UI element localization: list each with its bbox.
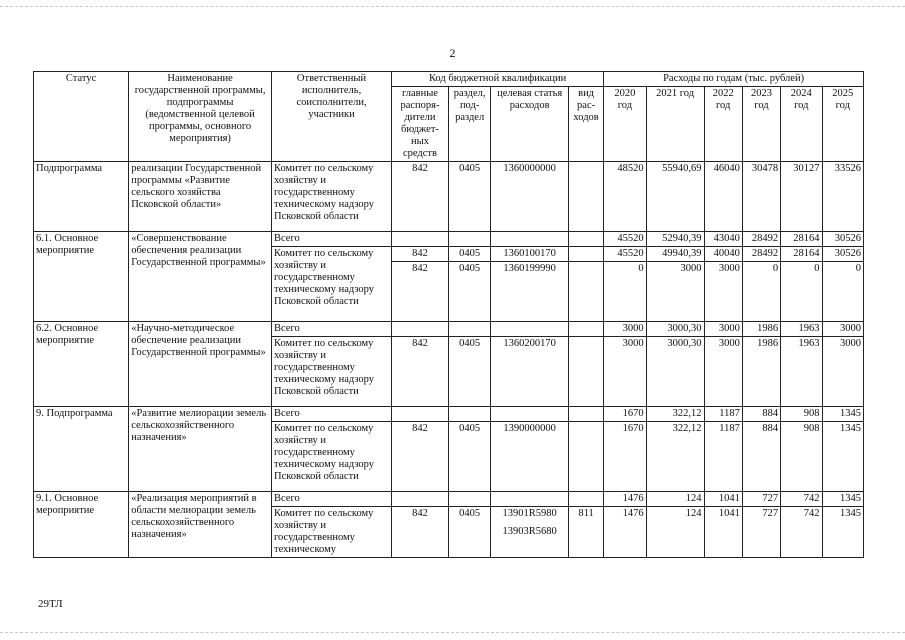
row-target-article: 1360199990 <box>491 262 569 322</box>
row-name: реализации Государственной программы «Развитие сельского хозяйства Псковской области» <box>129 162 272 232</box>
header-section: раздел, под-раздел <box>448 87 490 162</box>
header-budget-code: Код бюджетной квалификации <box>392 72 604 87</box>
value-2024: 28164 <box>781 247 822 262</box>
table-row <box>34 492 864 507</box>
row-target-article: 1390000000 <box>491 422 569 492</box>
row-status: 9. Подпрограмма <box>34 407 129 492</box>
value-2021: 124 <box>646 507 704 558</box>
value-2024: 1963 <box>781 322 822 337</box>
value-2021: 3000,30 <box>646 337 704 407</box>
value-2025: 1345 <box>822 407 864 422</box>
value-2020: 0 <box>604 262 646 322</box>
row-section: 0405 <box>448 262 490 322</box>
row-target-article <box>491 507 569 558</box>
value-2021: 55940,69 <box>646 162 704 232</box>
row-target-article: 1360100170 <box>491 247 569 262</box>
row-grbs: 842 <box>392 162 449 232</box>
value-2023: 28492 <box>742 247 780 262</box>
value-2024: 908 <box>781 422 822 492</box>
row-expense-type <box>568 422 603 492</box>
value-2020: 45520 <box>604 247 646 262</box>
value-2021: 3000,30 <box>646 322 704 337</box>
row-grbs: 842 <box>392 262 449 322</box>
row-responsible: Комитет по сельскому хозяйству и государственному техническому <box>272 507 392 558</box>
header-year-2025: 2025 год <box>822 87 864 162</box>
row-grbs <box>392 407 449 422</box>
table-row <box>34 232 864 247</box>
value-2020: 45520 <box>604 232 646 247</box>
header-year-2024: 2024 год <box>781 87 822 162</box>
value-2021: 52940,39 <box>646 232 704 247</box>
value-2024: 30127 <box>781 162 822 232</box>
header-responsible: Ответственный исполнитель, соисполнители, участники <box>272 72 392 162</box>
value-2024: 742 <box>781 492 822 507</box>
value-2024: 0 <box>781 262 822 322</box>
row-name: «Развитие мелиорации земель сельскохозяйственного назначения» <box>129 407 272 492</box>
row-grbs: 842 <box>392 507 449 558</box>
row-status: Подпрограмма <box>34 162 129 232</box>
row-responsible: Комитет по сельскому хозяйству и государственному техническому надзору Псковской области <box>272 337 392 407</box>
row-section: 0405 <box>448 162 490 232</box>
value-2022: 3000 <box>704 337 742 407</box>
table-row <box>34 322 864 337</box>
value-2020: 3000 <box>604 337 646 407</box>
value-2022: 3000 <box>704 262 742 322</box>
value-2020: 48520 <box>604 162 646 232</box>
row-expense-type <box>568 322 603 337</box>
target-article-line-1: 13901R5980 <box>502 508 557 519</box>
value-2021: 49940,39 <box>646 247 704 262</box>
header-name: Наименование государственной программы, подпрограммы (ведомственной целевой программы, основного мероприятия) <box>129 72 272 162</box>
value-2023: 1986 <box>742 322 780 337</box>
value-2022: 1187 <box>704 422 742 492</box>
row-grbs: 842 <box>392 247 449 262</box>
value-2020: 3000 <box>604 322 646 337</box>
row-target-article: 1360200170 <box>491 337 569 407</box>
value-2025: 33526 <box>822 162 864 232</box>
value-2023: 28492 <box>742 232 780 247</box>
row-section: 0405 <box>448 247 490 262</box>
row-name: «Совершенствование обеспечения реализации Государственной программы» <box>129 232 272 322</box>
footer-code: 29ТЛ <box>38 598 63 610</box>
value-2022: 1041 <box>704 507 742 558</box>
header-target-article: целевая статья расходов <box>491 87 569 162</box>
value-2021: 322,12 <box>646 407 704 422</box>
row-target-article <box>491 322 569 337</box>
header-expenses: Расходы по годам (тыс. рублей) <box>604 72 864 87</box>
value-2025: 1345 <box>822 422 864 492</box>
value-2023: 727 <box>742 507 780 558</box>
row-section: 0405 <box>448 422 490 492</box>
row-grbs: 842 <box>392 337 449 407</box>
table-row <box>34 407 864 422</box>
header-year-2022: 2022 год <box>704 87 742 162</box>
row-target-article <box>491 232 569 247</box>
row-status: 6.1. Основное мероприятие <box>34 232 129 322</box>
row-section: 0405 <box>448 337 490 407</box>
row-expense-type <box>568 247 603 262</box>
scan-edge-top <box>0 6 905 7</box>
value-2025: 3000 <box>822 337 864 407</box>
value-2021: 124 <box>646 492 704 507</box>
header-grbs: главные распоря-дители бюджет-ных средств <box>392 87 449 162</box>
row-responsible: Всего <box>272 492 392 507</box>
value-2025: 1345 <box>822 492 864 507</box>
value-2025: 30526 <box>822 232 864 247</box>
row-name: «Реализация мероприятий в области мелиорации земель сельскохозяйственного назначения» <box>129 492 272 558</box>
row-expense-type <box>568 337 603 407</box>
value-2023: 884 <box>742 407 780 422</box>
scan-edge-bottom <box>0 632 905 633</box>
row-responsible: Комитет по сельскому хозяйству и государственному техническому надзору Псковской области <box>272 247 392 322</box>
value-2020: 1670 <box>604 407 646 422</box>
value-2025: 0 <box>822 262 864 322</box>
target-article-line-2: 13903R5680 <box>502 526 557 537</box>
value-2025: 3000 <box>822 322 864 337</box>
value-2022: 46040 <box>704 162 742 232</box>
row-grbs <box>392 232 449 247</box>
row-responsible: Всего <box>272 232 392 247</box>
row-grbs <box>392 492 449 507</box>
value-2022: 1187 <box>704 407 742 422</box>
row-status: 6.2. Основное мероприятие <box>34 322 129 407</box>
row-responsible: Всего <box>272 407 392 422</box>
value-2024: 28164 <box>781 232 822 247</box>
row-expense-type <box>568 162 603 232</box>
row-name: «Научно-методическое обеспечение реализации Государственной программы» <box>129 322 272 407</box>
header-expense-type: вид рас-ходов <box>568 87 603 162</box>
value-2025: 30526 <box>822 247 864 262</box>
value-2024: 908 <box>781 407 822 422</box>
value-2022: 1041 <box>704 492 742 507</box>
row-responsible: Комитет по сельскому хозяйству и государственному техническому надзору Псковской области <box>272 162 392 232</box>
header-year-2023: 2023 год <box>742 87 780 162</box>
value-2024: 1963 <box>781 337 822 407</box>
value-2020: 1476 <box>604 492 646 507</box>
row-grbs <box>392 322 449 337</box>
row-section: 0405 <box>448 507 490 558</box>
value-2024: 742 <box>781 507 822 558</box>
page-number: 2 <box>449 46 456 60</box>
value-2023: 0 <box>742 262 780 322</box>
value-2021: 3000 <box>646 262 704 322</box>
row-target-article <box>491 407 569 422</box>
budget-table <box>33 71 864 558</box>
header-status: Статус <box>34 72 129 162</box>
header-year-2020: 2020 год <box>604 87 646 162</box>
value-2020: 1476 <box>604 507 646 558</box>
row-expense-type <box>568 262 603 322</box>
row-section <box>448 492 490 507</box>
row-status: 9.1. Основное мероприятие <box>34 492 129 558</box>
row-expense-type <box>568 407 603 422</box>
row-expense-type: 811 <box>568 507 603 558</box>
value-2020: 1670 <box>604 422 646 492</box>
value-2022: 40040 <box>704 247 742 262</box>
table-row <box>34 162 864 232</box>
row-responsible: Всего <box>272 322 392 337</box>
row-section <box>448 322 490 337</box>
value-2023: 1986 <box>742 337 780 407</box>
header-year-2021: 2021 год <box>646 87 704 162</box>
value-2021: 322,12 <box>646 422 704 492</box>
row-expense-type <box>568 492 603 507</box>
row-section <box>448 407 490 422</box>
value-2023: 884 <box>742 422 780 492</box>
value-2023: 727 <box>742 492 780 507</box>
value-2023: 30478 <box>742 162 780 232</box>
value-2022: 3000 <box>704 322 742 337</box>
row-target-article <box>491 492 569 507</box>
value-2025: 1345 <box>822 507 864 558</box>
row-section <box>448 232 490 247</box>
row-expense-type <box>568 232 603 247</box>
value-2022: 43040 <box>704 232 742 247</box>
row-target-article: 1360000000 <box>491 162 569 232</box>
row-responsible: Комитет по сельскому хозяйству и государственному техническому надзору Псковской области <box>272 422 392 492</box>
row-grbs: 842 <box>392 422 449 492</box>
